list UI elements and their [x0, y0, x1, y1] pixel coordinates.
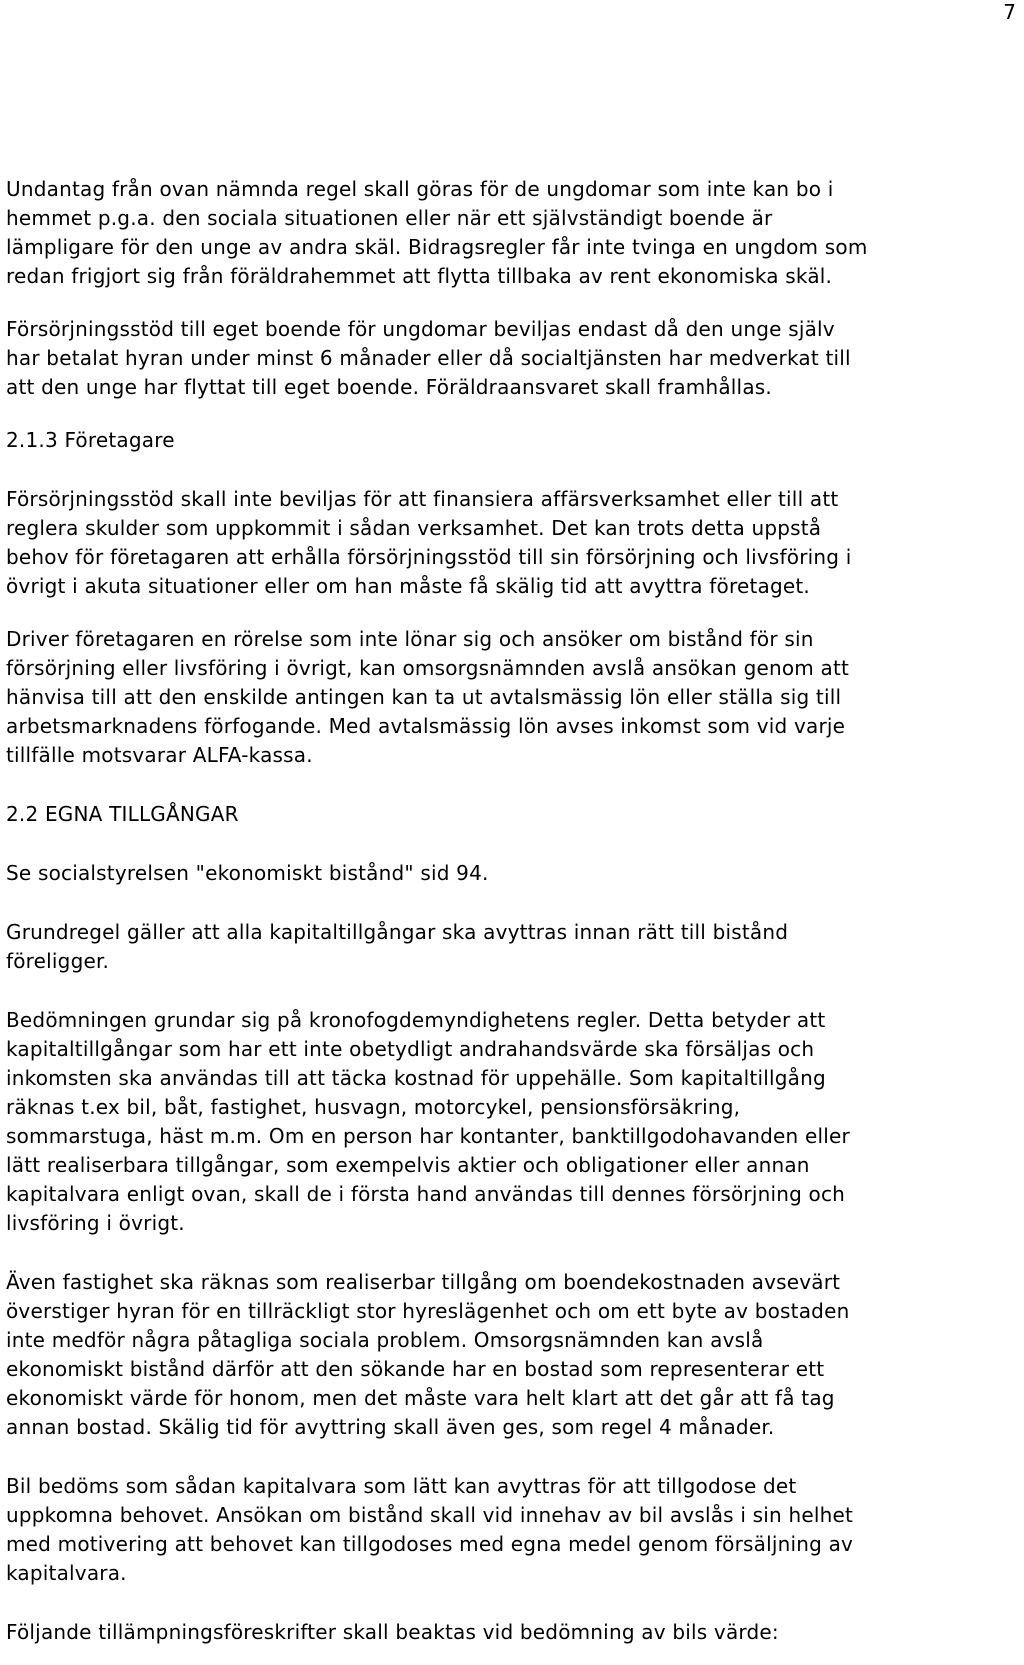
paragraph-grundregel: Grundregel gäller att alla kapitaltillgångar ska avyttras innan rätt till bistånd föreligger.	[6, 920, 789, 973]
paragraph-rorelse: Driver företagaren en rörelse som inte lönar sig och ansöker om bistånd för sin försörjning eller livsföring i övrigt, kan omsorgsnämnden avslå ansökan genom att hänvisa till att den enskilde antingen kan ta ut avtalsmässig lön eller ställa sig till arbetsmarknadens förfogande. Med avtalsmässig lön avses inkomst som vid varje tillfälle motsvarar ALFA-kassa.	[6, 627, 850, 767]
paragraph-undantag: Undantag från ovan nämnda regel skall göras för de ungdomar som inte kan bo i hemmet p.g.a. den sociala situationen eller när ett självständigt boende är lämpligare för den unge av andra skäl. Bidragsregler får inte tvinga en ungdom som redan frigjort sig från föräldrahemmet att flytta tillbaka av rent ekonomiska skäl.	[6, 177, 868, 288]
paragraph-fastighet: Även fastighet ska räknas som realiserbar tillgång om boendekostnaden avsevärt överstiger hyran för en tillräckligt stor hyreslägenhet och om ett byte av bostaden inte medför några påtagliga sociala problem. Omsorgsnämnden kan avslå ekonomiskt bistånd därför att den sökande har en bostad som representerar ett ekonomiskt värde för honom, men det måste vara helt klart att det går att få tag annan bostad. Skälig tid för avyttring skall även ges, som regel 4 månader.	[6, 1270, 850, 1439]
paragraph-bil: Bil bedöms som sådan kapitalvara som lätt kan avyttras för att tillgodose det uppkomna behovet. Ansökan om bistånd skall vid innehav av bil avslås i sin helhet med motivering att behovet kan tillgodoses med egna medel genom försäljning av kapitalvara.	[6, 1474, 854, 1585]
page-number: 7	[1003, 0, 1016, 24]
document-body	[6, 175, 1020, 1647]
paragraph-socialstyrelsen-ref: Se socialstyrelsen "ekonomiskt bistånd" sid 94.	[6, 861, 489, 885]
section-heading-foretagare: 2.1.3 Företagare	[6, 428, 175, 452]
paragraph-bedomning: Bedömningen grundar sig på kronofogdemyndighetens regler. Detta betyder att kapitaltillgångar som har ett inte obetydligt andrahandsvärde ska försäljas och inkomsten ska användas till att täcka kostnad för uppehälle. Som kapitaltillgång räknas t.ex bil, båt, fastighet, husvagn, motorcykel, pensionsförsäkring, sommarstuga, häst m.m. Om en person har kontanter, banktillgodohavanden eller lätt realiserbara tillgångar, som exempelvis aktier och obligationer eller annan kapitalvara enligt ovan, skall de i första hand användas till dennes försörjning och livsföring i övrigt.	[6, 1008, 850, 1235]
paragraph-forsorjningsstod-ungdomar: Försörjningsstöd till eget boende för ungdomar beviljas endast då den unge själv har betalat hyran under minst 6 månader eller då socialtjänsten har medverkat till att den unge har flyttat till eget boende. Föräldraansvaret skall framhållas.	[6, 317, 851, 399]
section-heading-egna-tillgangar: 2.2 EGNA TILLGÅNGAR	[6, 802, 239, 826]
paragraph-affarsverksamhet: Försörjningsstöd skall inte beviljas för att finansiera affärsverksamhet eller till att reglera skulder som uppkommit i sådan verksamhet. Det kan trots detta uppstå behov för företagaren att erhålla försörjningsstöd till sin försörjning och livsföring i övrigt i akuta situationer eller om han måste få skälig tid att avyttra företaget.	[6, 487, 852, 598]
paragraph-tillampningsforeskrifter: Följande tillämpningsföreskrifter skall beaktas vid bedömning av bils värde:	[6, 1620, 779, 1644]
